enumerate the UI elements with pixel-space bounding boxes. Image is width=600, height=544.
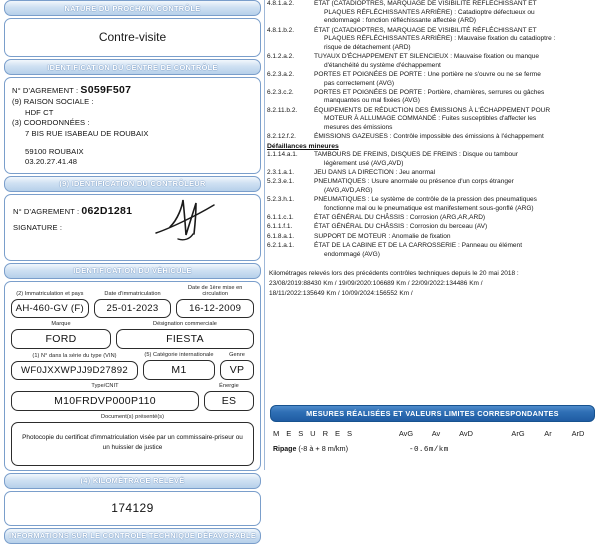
center-phone: 03.20.27.41.48 — [25, 157, 78, 166]
mileage-history-line: 18/11/2022:135649 Km / 10/09/2024:156552 Km / — [269, 289, 413, 297]
defect-entry — [267, 53, 594, 70]
defect-code: 6.1.2.a.2. — [267, 53, 295, 61]
measure-column-arg: ArG — [511, 429, 525, 438]
label-categorie: (5) Catégorie internationale — [144, 352, 214, 359]
mileage-value: 174129 — [111, 500, 154, 515]
defect-line: manquantes ou mal fixées (AVG) — [324, 97, 420, 105]
field-date-immatriculation — [94, 291, 172, 318]
defect-entry — [267, 89, 594, 106]
defect-code: 6.1.1.c.1. — [267, 214, 294, 222]
signature-icon — [148, 191, 226, 245]
defect-line: ÉTAT DE LA CABINE ET DE LA CARROSSERIE : Panneau ou élément — [314, 241, 523, 249]
label-immatriculation: (2) Immatriculation et pays — [16, 291, 84, 298]
defect-line: PLAQUES RÉFLÉCHISSANTES ARRIÈRE) : Catadioptre défectueux ou — [324, 8, 535, 16]
field-genre — [220, 352, 254, 380]
defect-line: TAMBOURS DE FREINS, DISQUES DE FREINS : Disque ou tambour — [314, 151, 518, 159]
measures-header-row — [273, 429, 592, 438]
section-header-next-control: NATURE DU PROCHAIN CONTRÔLE — [4, 0, 261, 16]
defect-code: 6.2.3.a.2. — [267, 70, 295, 78]
defect-code: 4.8.1.a.2. — [267, 0, 295, 7]
vehicle-panel — [4, 281, 261, 471]
defect-entry — [267, 0, 594, 26]
value-type-cnit: M10FRDVP000P110 — [11, 391, 199, 411]
measure-column-avd: AvD — [459, 429, 473, 438]
defect-line: pas correctement (AVG) — [324, 79, 395, 87]
defect-code: 6.1.1.f.1. — [267, 223, 293, 231]
label-vin: (1) N° dans la série du type (VIN) — [32, 353, 117, 360]
defect-line: fonctionne mal ou le pneumatique est manifestement sous-gonflé (ARG) — [324, 204, 534, 212]
defect-code: 6.2.1.a.1. — [267, 241, 295, 249]
vehicle-row-registration — [11, 285, 254, 319]
value-categorie: M1 — [143, 360, 215, 380]
defect-code: 2.3.1.a.1. — [267, 169, 295, 177]
defect-description — [314, 133, 594, 142]
measure-row — [273, 444, 592, 454]
defect-entry — [267, 169, 594, 178]
defect-code: 1.1.14.a.1. — [267, 151, 298, 159]
defect-code: 6.2.3.c.2. — [267, 88, 294, 96]
defect-description — [314, 214, 594, 223]
section-header-center: IDENTIFICATION DU CENTRE DE CONTRÔLE — [4, 59, 261, 75]
measure-column-ar: Ar — [544, 429, 552, 438]
major-defects-group — [267, 0, 594, 142]
next-control-value: Contre-visite — [98, 30, 167, 44]
label-date-immatriculation: Date d'immatriculation — [104, 291, 161, 298]
defect-entry — [267, 133, 594, 142]
measures-columns — [391, 429, 593, 438]
field-categorie — [143, 352, 215, 380]
section-header-unfavorable: INFORMATIONS SUR LE CONTROLE TECHNIQUE DÉFAVORABLE — [4, 528, 261, 544]
controller-panel — [4, 194, 261, 261]
defect-code: 8.2.11.b.2. — [267, 106, 298, 114]
defect-code: 4.8.1.b.2. — [267, 26, 295, 34]
defect-line: PNEUMATIQUES : Le système de contrôle de la pression des pneumatiques — [314, 196, 537, 204]
measure-label: Ripage (-8 à + 8 m/km) — [273, 444, 349, 453]
defect-description — [314, 27, 594, 53]
label-documents: Document(s) présenté(s) — [100, 414, 164, 421]
defect-line: ÉQUIPEMENTS DE RÉDUCTION DES ÉMISSIONS À L'ÉCHAPPEMENT POUR — [314, 106, 551, 114]
defect-description — [314, 169, 594, 178]
defect-description — [314, 242, 594, 259]
value-genre: VP — [220, 360, 254, 380]
measure-value: -0.6m/km — [409, 446, 449, 454]
value-immatriculation: AH-460-GV (F) — [11, 299, 89, 318]
defect-line: d'étanchéité du système d'échappement — [324, 61, 441, 69]
defect-line: TUYAUX D'ÉCHAPPEMENT ET SILENCIEUX : Mauvaise fixation ou manque — [314, 53, 540, 61]
defect-code: 5.2.3.e.1. — [267, 178, 295, 186]
value-vin: WF0JXXWPJJ9D27892 — [11, 361, 138, 380]
defect-code: 6.1.8.a.1. — [267, 232, 295, 240]
label-genre: Genre — [229, 352, 245, 359]
center-agreement-row — [12, 84, 253, 96]
label-designation: Désignation commerciale — [153, 321, 217, 328]
defect-description — [314, 107, 594, 133]
defect-description — [314, 151, 594, 168]
minor-defects-header: Défaillances mineures — [267, 142, 339, 150]
field-designation — [116, 321, 254, 349]
controller-signature-label: SIGNATURE : — [13, 223, 63, 232]
next-control-panel — [4, 18, 261, 57]
label-type-cnit: Type/CNIT — [91, 383, 119, 390]
label-date-circulation: Date de 1ère mise en circulation — [187, 284, 243, 298]
mileage-panel — [4, 491, 261, 526]
label-energie: Énergie — [219, 383, 239, 390]
section-header-mileage: (4) KILOMÉTRAGE RELEVÉ — [4, 473, 261, 489]
defects-list — [265, 0, 600, 405]
mileage-history-line: 23/08/2019:88430 Km / 19/09/2020:106689 Km / 22/09/2022:134486 Km / — [269, 279, 483, 287]
value-marque: FORD — [11, 329, 111, 349]
defect-entry — [267, 214, 594, 223]
section-header-controller: (9) IDENTIFICATION DU CONTRÔLEUR — [4, 176, 261, 192]
defect-description — [314, 196, 594, 213]
defect-line: ÉTAT (CATADIOPTRES, MARQUAGE DE VISIBILITÉ RÉFLÉCHISSANT ET — [314, 26, 537, 34]
defect-description — [314, 0, 594, 26]
defect-line: mesures des émissions — [324, 123, 393, 131]
section-header-vehicle: IDENTIFICATION DU VÉHICULE — [4, 263, 261, 279]
defect-line: MOTEUR À ALLUMAGE COMMANDÉ : Fuites susceptibles d'affecter les — [324, 115, 537, 123]
field-documents — [11, 414, 254, 465]
measure-column-ard: ArD — [571, 429, 585, 438]
defect-code: 8.2.12.f.2. — [267, 133, 296, 141]
label-marque: Marque — [51, 321, 71, 328]
value-designation: FIESTA — [116, 329, 254, 349]
defect-line: (AVG,AVD,ARG) — [324, 187, 373, 195]
mileage-history-line: Kilométrages relevés lors des précédents contrôles techniques depuis le 20 mai 2018 : — [269, 270, 519, 278]
measures-table — [265, 422, 600, 454]
defect-line: PORTES ET POIGNÉES DE PORTE : Portière, charnières, serrures ou gâches — [314, 88, 545, 96]
defect-description — [314, 178, 594, 195]
center-coord-value: 7 BIS RUE ISABEAU DE ROUBAIX — [25, 128, 149, 138]
center-agreement-label: N° D'AGREMENT : — [12, 85, 79, 95]
defect-description — [314, 53, 594, 70]
measures-rows — [273, 444, 592, 454]
mileage-history — [267, 269, 594, 298]
field-energie — [204, 383, 254, 411]
defect-description — [314, 233, 594, 242]
defect-description — [314, 223, 594, 232]
defect-line: SUPPORT DE MOTEUR : Anomalie de fixation — [314, 232, 451, 240]
controller-agreement-row — [13, 205, 252, 217]
defect-code: 5.2.3.h.1. — [267, 196, 295, 204]
measure-column-avg: AvG — [398, 429, 414, 438]
defect-line: PLAQUES RÉFLÉCHISSANTES ARRIÈRE) : Mauvaise fixation du catadioptre : — [324, 35, 556, 43]
center-raison-label: (9) RAISON SOCIALE : — [12, 97, 94, 106]
defect-line: ÉMISSIONS GAZEUSES : Contrôle impossible des émissions à l'échappement — [314, 133, 544, 141]
section-header-measures: MESURES RÉALISÉES ET VALEURS LIMITES CORRESPONDANTES — [270, 405, 595, 422]
defect-entry — [267, 107, 594, 133]
value-date-circulation: 16-12-2009 — [176, 299, 254, 318]
left-column — [0, 0, 265, 541]
controller-agreement-label: N° D'AGREMENT : — [13, 207, 80, 216]
defect-line: JEU DANS LA DIRECTION : Jeu anormal — [314, 169, 436, 177]
defect-line: risque de détachement (ARD) — [324, 43, 411, 51]
vehicle-row-make — [11, 321, 254, 349]
value-energie: ES — [204, 391, 254, 411]
defect-entry — [267, 178, 594, 195]
field-date-circulation — [176, 285, 254, 319]
measure-column-av: Av — [431, 429, 441, 438]
center-panel — [4, 77, 261, 174]
defect-entry — [267, 151, 594, 168]
defect-description — [314, 71, 594, 88]
measures-title: M E S U R E S — [273, 429, 355, 438]
defect-entry — [267, 242, 594, 259]
center-agreement-value: S059F507 — [80, 83, 132, 96]
defect-line: PORTES ET POIGNÉES DE PORTE : Une portière ne s'ouvre ou ne se ferme — [314, 70, 541, 78]
defect-entry — [267, 27, 594, 53]
defect-line: ÉTAT GÉNÉRAL DU CHÂSSIS : Corrosion (ARG,AR,ARD) — [314, 214, 486, 222]
defect-line: endommagé (AVG) — [324, 250, 380, 258]
defect-line: PNEUMATIQUES : Usure anormale ou présence d'un corps étranger — [314, 178, 514, 186]
controller-agreement-value: 062D1281 — [81, 205, 133, 217]
field-marque — [11, 321, 111, 349]
value-date-immatriculation: 25-01-2023 — [94, 299, 172, 318]
defect-entry — [267, 223, 594, 232]
defect-line: légèrement usé (AVG,AVD) — [324, 159, 404, 167]
defect-line: ÉTAT (CATADIOPTRES, MARQUAGE DE VISIBILITÉ RÉFLÉCHISSANT ET — [314, 0, 537, 7]
defect-description — [314, 89, 594, 106]
signature-mark — [148, 191, 226, 245]
defect-entry — [267, 196, 594, 213]
center-city: 59100 ROUBAIX — [25, 146, 84, 156]
center-coord-label: (3) COORDONNÉES : — [12, 118, 90, 127]
field-type-cnit — [11, 383, 199, 411]
defect-entry — [267, 233, 594, 242]
defect-entry — [267, 71, 594, 88]
field-immatriculation — [11, 291, 89, 318]
value-documents: Photocopie du certificat d'immatriculation visée par un commissaire-priseur ou un huissier de justice — [11, 422, 254, 465]
defect-line: endommagé : fonction réfléchissante affectée (ARD) — [324, 17, 476, 25]
center-raison-value: HDF CT — [25, 107, 54, 117]
vehicle-row-type — [11, 383, 254, 411]
right-column — [265, 0, 600, 470]
minor-defects-group — [267, 151, 594, 259]
field-vin — [11, 353, 138, 380]
vehicle-row-vin — [11, 352, 254, 380]
defect-line: ÉTAT GÉNÉRAL DU CHÂSSIS : Corrosion du berceau (AV) — [314, 223, 488, 231]
